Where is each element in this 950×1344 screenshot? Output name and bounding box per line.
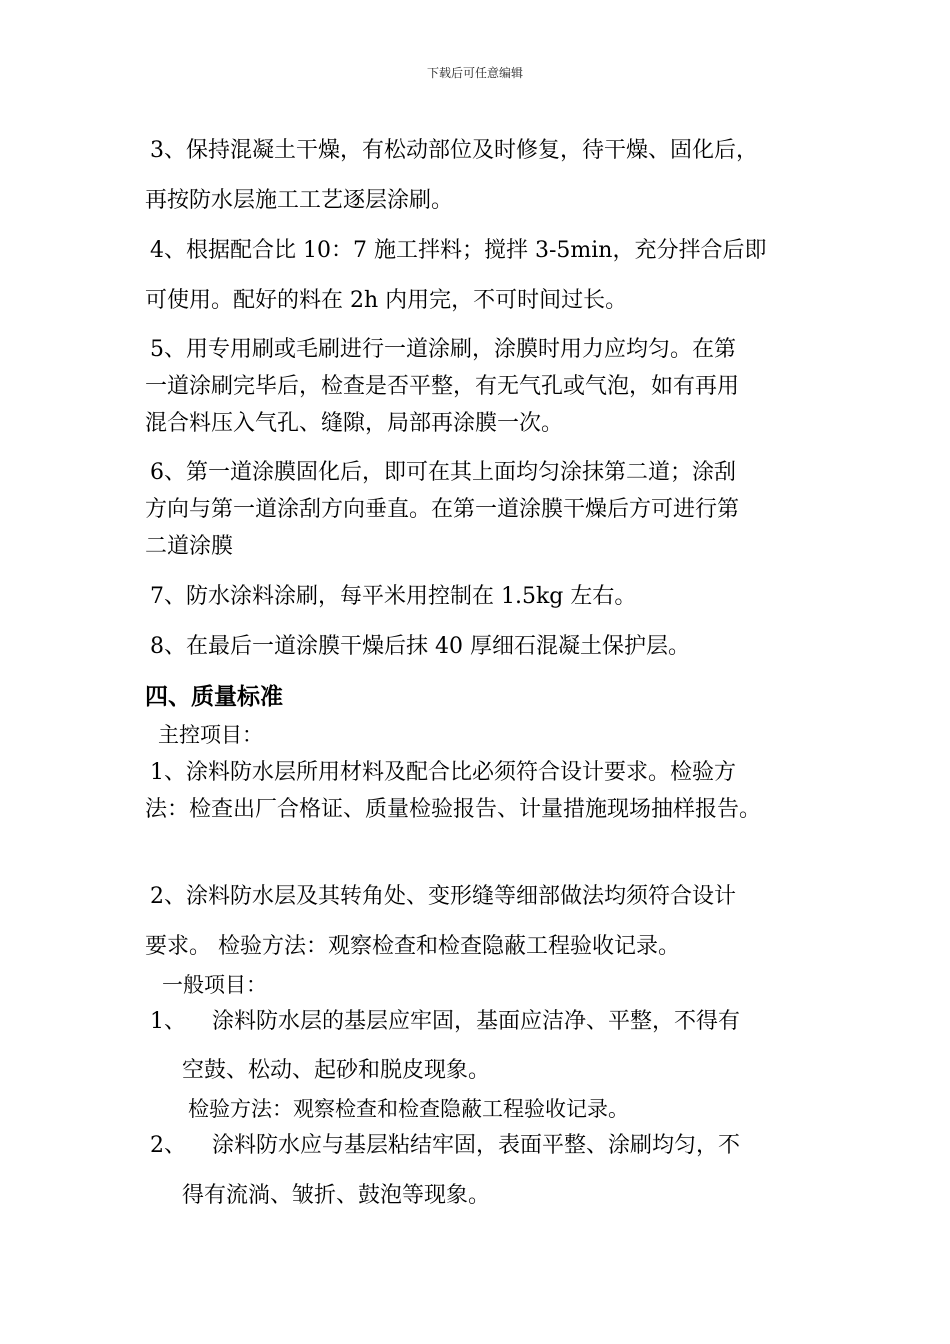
step-5-line-2: 一道涂刷完毕后，检查是否平整，有无气孔或气泡，如有再用	[145, 374, 740, 399]
step-4-line-2: 可使用。配好的料在 2h 内用完，不可时间过长。	[145, 288, 628, 313]
general-item-1-line-2: 空鼓、松动、起砂和脱皮现象。	[182, 1058, 491, 1083]
section-title: 四、质量标准	[145, 684, 283, 710]
step-3-line-2: 再按防水层施工工艺逐层涂刷。	[145, 188, 454, 213]
main-item-1-line-1: 1、涂料防水层所用材料及配合比必须符合设计要求。检验方	[150, 760, 736, 785]
step-4-line-1: 4、根据配合比 10：7 施工拌料；搅拌 3-5min，充分拌合后即	[150, 238, 767, 263]
general-item-2-line-1: 涂料防水应与基层粘结牢固，表面平整、涂刷均匀，不	[212, 1133, 741, 1158]
step-5-line-3: 混合料压入气孔、缝隙，局部再涂膜一次。	[145, 411, 564, 436]
main-items-label: 主控项目：	[158, 723, 263, 747]
step-8-line: 8、在最后一道涂膜干燥后抹 40 厚细石混凝土保护层。	[150, 634, 690, 659]
step-3-line-1: 3、保持混凝土干燥，有松动部位及时修复，待干燥、固化后，	[150, 138, 758, 163]
step-7-line: 7、防水涂料涂刷，每平米用控制在 1.5kg 左右。	[150, 584, 637, 609]
step-6-line-2: 方向与第一道涂刮方向垂直。在第一道涂膜干燥后方可进行第	[145, 497, 740, 522]
general-item-1-number: 1、	[150, 1009, 186, 1034]
general-items-label: 一般项目：	[162, 973, 267, 997]
main-item-2-line-2: 要求。 检验方法：观察检查和检查隐蔽工程验收记录。	[145, 934, 680, 959]
page-header: 下载后可任意编辑	[426, 66, 523, 80]
general-item-2-number: 2、	[150, 1133, 186, 1158]
general-item-2-line-2: 得有流淌、皱折、鼓泡等现象。	[182, 1183, 491, 1208]
general-item-1-line-1: 涂料防水层的基层应牢固，基面应洁净、平整，不得有	[212, 1009, 741, 1034]
step-6-line-3: 二道涂膜	[145, 534, 234, 559]
step-5-line-1: 5、用专用刷或毛刷进行一道涂刷，涂膜时用力应均匀。在第	[150, 337, 736, 362]
main-item-2-line-1: 2、涂料防水层及其转角处、变形缝等细部做法均须符合设计	[150, 884, 736, 909]
main-item-1-line-2: 法：检查出厂合格证、质量检验报告、计量措施现场抽样报告。	[145, 797, 762, 822]
step-6-line-1: 6、第一道涂膜固化后，即可在其上面均匀涂抹第二道；涂刮	[150, 460, 736, 485]
general-item-1-line-3: 检验方法：观察检查和检查隐蔽工程验收记录。	[188, 1097, 629, 1121]
